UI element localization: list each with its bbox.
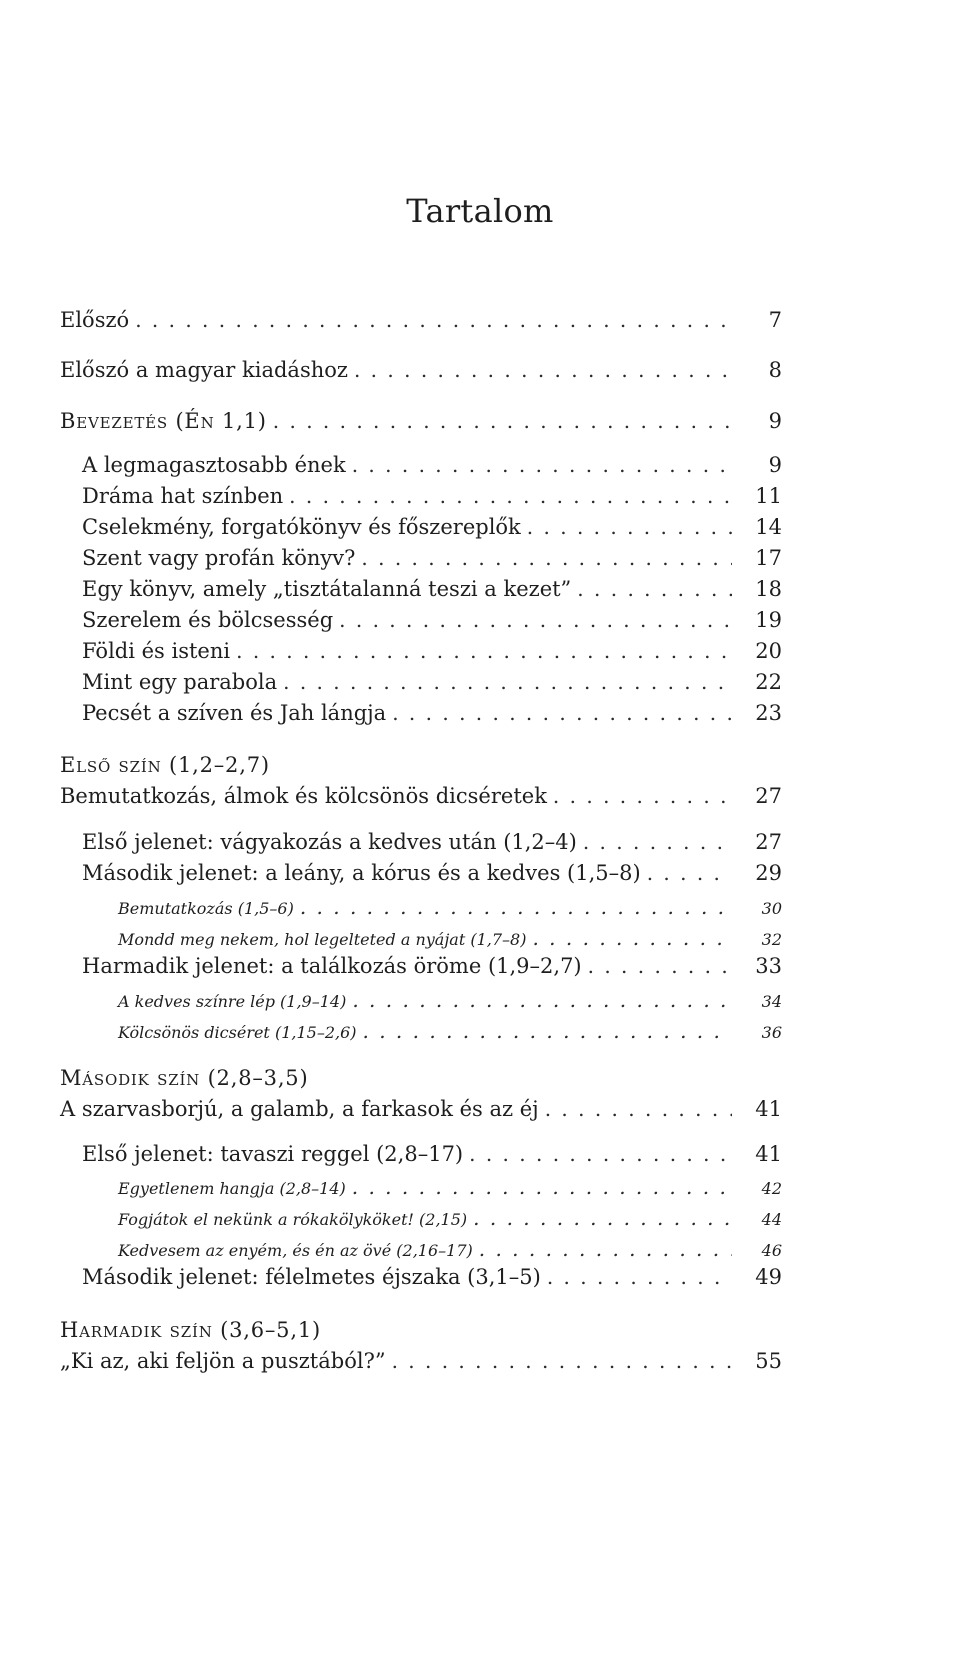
toc-entry-page: 33: [755, 954, 782, 978]
toc-entry-page: 22: [755, 670, 782, 694]
toc-entry-page: 18: [755, 577, 782, 601]
toc-entry-page: 17: [755, 546, 782, 570]
dot-leader: [236, 639, 732, 663]
dot-leader: [547, 1265, 732, 1289]
toc-entry-page: 8: [768, 358, 782, 382]
toc-entry-label: Földi és isteni: [82, 639, 231, 663]
toc-entry-label: Mint egy parabola: [82, 670, 278, 694]
toc-entry-page: 14: [755, 515, 782, 539]
toc-entry-page: 20: [755, 639, 782, 663]
toc-entry: [82, 954, 782, 978]
dot-leader: [135, 308, 732, 332]
toc-entry-page: 23: [755, 701, 782, 725]
toc-entry: [82, 639, 782, 663]
toc-entry: [82, 577, 782, 601]
toc-entry-page: 49: [755, 1265, 782, 1289]
dot-leader: [392, 1349, 732, 1373]
toc-entry-label: Bemutatkozás, álmok és kölcsönös dicséretek: [60, 784, 547, 808]
toc-entry: [60, 784, 782, 808]
dot-leader: [479, 1237, 732, 1261]
dot-leader: [469, 1142, 732, 1166]
toc-entry-label: Előszó: [60, 308, 130, 332]
toc-entry-page: 34: [761, 992, 782, 1011]
toc-entry: [118, 1237, 782, 1261]
dot-leader: [339, 608, 732, 632]
toc-entry-page: 32: [761, 930, 782, 949]
toc-entry-page: 11: [755, 484, 782, 508]
toc-entry-page: 44: [761, 1210, 782, 1229]
toc-entry: [118, 926, 782, 950]
toc-entry-label: Kedvesem az enyém, és én az övé (2,16–17): [118, 1241, 473, 1260]
dot-leader: [352, 988, 732, 1012]
toc-entry-page: 29: [755, 861, 782, 885]
toc-entry: [118, 988, 782, 1012]
page-title: Tartalom: [406, 192, 554, 230]
toc-entry: [118, 1175, 782, 1199]
toc-entry-page: 42: [761, 1179, 782, 1198]
dot-leader: [545, 1097, 732, 1121]
toc-entry-page: 41: [755, 1097, 782, 1121]
dot-leader: [283, 670, 732, 694]
toc-entry: [82, 515, 782, 539]
toc-entry: [118, 1206, 782, 1230]
toc-entry: [60, 358, 782, 382]
toc-entry-label: Mondd meg nekem, hol legelteted a nyájat (1,7–8): [118, 930, 527, 949]
dot-leader: [354, 358, 732, 382]
toc-entry-page: 46: [761, 1241, 782, 1260]
section-heading-second-scene: Második szín (2,8–3,5): [60, 1066, 309, 1090]
toc-entry-label: Kölcsönös dicséret (1,15–2,6): [118, 1023, 357, 1042]
toc-entry-page: 41: [755, 1142, 782, 1166]
toc-entry-label: Második jelenet: félelmetes éjszaka (3,1–5): [82, 1265, 541, 1289]
toc-entry-page: 9: [768, 453, 782, 477]
dot-leader: [361, 546, 732, 570]
dot-leader: [363, 1019, 733, 1043]
toc-entry: [82, 608, 782, 632]
toc-entry-page: 30: [761, 899, 782, 918]
toc-entry-label: Első jelenet: vágyakozás a kedves után (1,2–4): [82, 830, 577, 854]
dot-leader: [273, 409, 732, 433]
dot-leader: [300, 895, 732, 919]
toc-entry-page: 7: [768, 308, 782, 332]
toc-entry: [82, 546, 782, 570]
toc-entry-label: Előszó a magyar kiadáshoz: [60, 358, 348, 382]
dot-leader: [527, 515, 732, 539]
toc-entry-label: Szent vagy profán könyv?: [82, 546, 356, 570]
dot-leader: [289, 484, 732, 508]
toc-entry-page: 55: [755, 1349, 782, 1373]
toc-entry-page: 27: [755, 830, 782, 854]
toc-entry: [118, 1019, 782, 1043]
toc-entry-label: Bemutatkozás (1,5–6): [118, 899, 294, 918]
dot-leader: [532, 926, 732, 950]
toc-entry: [118, 895, 782, 919]
toc-entry-label: Fogjátok el nekünk a rókakölyköket! (2,15): [118, 1210, 468, 1229]
toc-entry-label: Bevezetés (Én 1,1): [60, 409, 267, 433]
toc-entry: [60, 308, 782, 332]
section-heading-first-scene: Első szín (1,2–2,7): [60, 753, 270, 777]
toc-entry-label: Cselekmény, forgatókönyv és főszereplők: [82, 515, 521, 539]
toc-entry: [82, 701, 782, 725]
dot-leader: [647, 861, 732, 885]
toc-entry-label: Pecsét a szíven és Jah lángja: [82, 701, 387, 725]
toc-entry: [82, 1265, 782, 1289]
dot-leader: [553, 784, 732, 808]
toc-entry: [60, 1097, 782, 1121]
toc-entry: [60, 1349, 782, 1373]
toc-entry-label: A szarvasborjú, a galamb, a farkasok és az éj: [60, 1097, 539, 1121]
section-heading-third-scene: Harmadik szín (3,6–5,1): [60, 1318, 321, 1342]
toc-entry: [82, 861, 782, 885]
dot-leader: [352, 1175, 732, 1199]
toc-entry-label: Harmadik jelenet: a találkozás öröme (1,9–2,7): [82, 954, 582, 978]
toc-entry-label: Első jelenet: tavaszi reggel (2,8–17): [82, 1142, 464, 1166]
dot-leader: [577, 577, 732, 601]
toc-entry: [82, 484, 782, 508]
toc-entry: [82, 670, 782, 694]
toc-entry-label: Dráma hat színben: [82, 484, 284, 508]
toc-entry-label: „Ki az, aki feljön a pusztából?”: [60, 1349, 386, 1373]
toc-entry-label: Szerelem és bölcsesség: [82, 608, 334, 632]
toc-entry-label: A kedves színre lép (1,9–14): [118, 992, 347, 1011]
dot-leader: [473, 1206, 732, 1230]
toc-entry-label: Második jelenet: a leány, a kórus és a kedves (1,5–8): [82, 861, 641, 885]
dot-leader: [392, 701, 732, 725]
toc-entry-label: Egyetlenem hangja (2,8–14): [118, 1179, 346, 1198]
toc-section-entry: [60, 409, 782, 433]
toc-entry-label: Egy könyv, amely „tisztátalanná teszi a kezet”: [82, 577, 572, 601]
dot-leader: [352, 453, 732, 477]
toc-entry-label: A legmagasztosabb ének: [82, 453, 346, 477]
dot-leader: [588, 954, 732, 978]
toc-entry: [82, 1142, 782, 1166]
dot-leader: [583, 830, 732, 854]
toc-entry-page: 9: [768, 409, 782, 433]
toc-entry-page: 27: [755, 784, 782, 808]
toc-entry: [82, 453, 782, 477]
toc-entry-page: 19: [755, 608, 782, 632]
toc-entry-page: 36: [761, 1023, 782, 1042]
toc-entry: [82, 830, 782, 854]
